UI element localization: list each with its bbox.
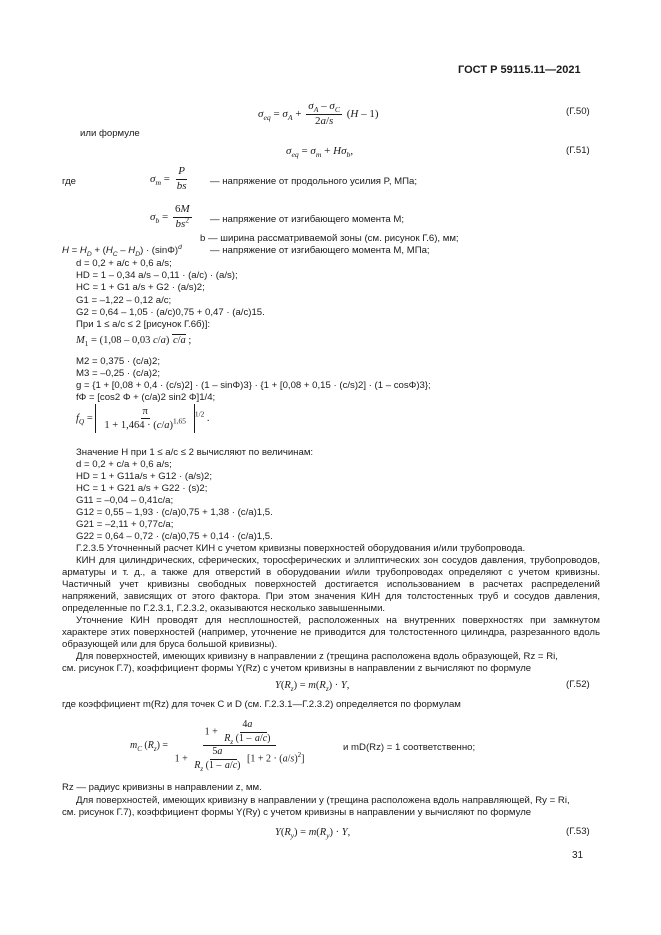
or-formula-text: или формуле bbox=[80, 128, 140, 139]
equation-g50: $\sigma_{eq} = \sigma_A$ + $\frac{\sigma_A - \sigma_C}{2a/s}$ (H – 1) bbox=[258, 100, 379, 127]
formula-HC1: HC = 1 + G1 a/s + G2 · (a/s)2; bbox=[76, 282, 205, 293]
where-label: где bbox=[62, 176, 77, 187]
formula-HC2: HC = 1 + G21 a/s + G22 · (s)2; bbox=[76, 483, 208, 494]
range-2: Значение H при 1 ≤ a/c ≤ 2 вычисляют по величинам: bbox=[76, 447, 314, 458]
Rz-desc: Rz — радиус кривизны в направлении z, мм. bbox=[62, 782, 262, 793]
paragraph-3-line-2: см. рисунок Г.7), коэффициент формы Y(Rz) с учетом кривизны в направлении z вычисляют по формуле bbox=[62, 663, 532, 674]
paragraph-1: КИН для цилиндрических, сферических, торосферических и эллиптических зон сосудов давления, трубопроводов, арматуры и т. д., а также для отверстий в оборудовании и/или трубопроводах определяют с учетом кривизны. Частичный учет кривизны свободных поверхностей достигается использованием в расчетах распределений напряжений, зависящих от этого фактора. При этом значения КИН для толстостенных труб и сосудов давления, определенные по Г.2.3.1, Г.2.3.2, оказываются несколько завышенными. bbox=[62, 555, 600, 614]
paragraph-4-line-1: Для поверхностей, имеющих кривизну в направлении y (трещина расположена вдоль направляющей, Ry = Ri, bbox=[76, 795, 570, 806]
equation-number-g50: (Г.50) bbox=[566, 106, 590, 117]
formula-M3: M3 = –0,25 · (c/a)2; bbox=[76, 368, 160, 379]
page-number: 31 bbox=[572, 850, 584, 861]
formula-fQ: $f_Q$ = $\frac{\pi}{1 + 1,464 \cdot (c/a)^{1,65}}$ $^{1/2}$ . bbox=[76, 404, 210, 433]
mD-text: и mD(Rz) = 1 соответственно; bbox=[343, 742, 476, 753]
paragraph-4-line-2: см. рисунок Г.7), коэффициент формы Y(Ry) с учетом кривизны в направлении y вычисляют по формуле bbox=[62, 807, 532, 818]
formula-HD2: HD = 1 + G11a/s + G12 · (a/s)2; bbox=[76, 471, 213, 482]
section-heading: Г.2.3.5 Уточненный расчет КИН с учетом кривизны поверхностей оборудования и/или трубопровода. bbox=[76, 543, 526, 554]
formula-mC: $m_C$ $(R_z)$ = 1 + $\frac{4a}{R_z (1 - a/c)}$ 1 + $\frac{5a}{R_z (1 - a/c)}$ $[1 + 2 \cdot (a/s)^2]$ bbox=[130, 719, 305, 773]
formula-HD1: HD = 1 – 0,34 a/s – 0,11 · (a/c) · (a/s); bbox=[76, 270, 238, 281]
equation-g52: $Y(R_z) = m(R_z) \cdot Y$, bbox=[275, 680, 350, 694]
equation-number-g51: (Г.51) bbox=[566, 145, 590, 156]
formula-g: g = {1 + [0,08 + 0,4 · (c/s)2] · (1 – sinΦ)3} · {1 + [0,08 + 0,15 · (c/s)2] · (1 – cosΦ)3}; bbox=[76, 380, 431, 391]
H-formula: $H = H_D + (H_C - H_D) \cdot (\sin\Phi)^d$ bbox=[62, 243, 182, 258]
paragraph-3-line-1: Для поверхностей, имеющих кривизну в направлении z (трещина расположена вдоль образующей, Rz = Ri, bbox=[76, 651, 558, 662]
formula-G12: G12 = 0,55 – 1,93 · (c/a)0,75 + 1,38 · (c/a)1,5. bbox=[76, 507, 273, 518]
formula-G21: G21 = –2,11 + 0,77c/a; bbox=[76, 519, 174, 530]
formula-G11: G11 = –0,04 – 0,41c/a; bbox=[76, 495, 174, 506]
H-desc: — напряжение от изгибающего момента M, МПа; bbox=[210, 245, 430, 256]
equation-number-g53: (Г.53) bbox=[566, 826, 590, 837]
b-desc: b — ширина рассматриваемой зоны (см. рисунок Г.6), мм; bbox=[200, 233, 459, 244]
standard-id: ГОСТ Р 59115.11—2021 bbox=[458, 64, 581, 76]
formula-d2: d = 0,2 + c/a + 0,6 a/s; bbox=[76, 459, 172, 470]
formula-G22: G22 = 0,64 – 0,72 · (c/a)0,75 + 0,14 · (c/a)1,5. bbox=[76, 531, 273, 542]
sigma-m-desc: — напряжение от продольного усилия P, МПа; bbox=[210, 176, 418, 187]
formula-G2: G2 = 0,64 – 1,05 · (a/c)0,75 + 0,47 · (a/c)15. bbox=[76, 307, 265, 318]
coefficient-text: где коэффициент m(Rz) для точек C и D (см. Г.2.3.1—Г.2.3.2) определяется по формулам bbox=[62, 699, 461, 710]
sigma-b-desc: — напряжение от изгибающего момента M; bbox=[210, 214, 405, 225]
formula-M1: $M_1 = (1,08 - 0,03$ c/a) c/a ; bbox=[76, 335, 192, 349]
paragraph-2: Уточнение КИН проводят для несплошностей, расположенных на внутренних поверхностях при замкнутом характере этих поверхностей (например, уточнение не приводится для толстостенного цилиндра, разрезанного вдоль образующей или для бруса большой кривизны). bbox=[62, 615, 600, 650]
sigma-b-formula: $\sigma_b$ = $\frac{6M}{bs^2}$ bbox=[150, 203, 190, 230]
formula-d1: d = 0,2 + a/c + 0,6 a/s; bbox=[76, 258, 172, 269]
formula-M2: M2 = 0,375 · (c/a)2; bbox=[76, 356, 160, 367]
formula-fPhi: fΦ = [cos2 Φ + (c/a)2 sin2 Φ]1/4; bbox=[76, 392, 216, 403]
equation-number-g52: (Г.52) bbox=[566, 679, 590, 690]
equation-g53: $Y(R_y) = m(R_y) \cdot Y$, bbox=[275, 827, 351, 841]
equation-g51: $\sigma_{eq} = \sigma_m + H\sigma_b$, bbox=[286, 145, 354, 160]
sigma-m-formula: $\sigma_m$ = $\frac{P}{bs}$ bbox=[150, 165, 187, 192]
formula-G1: G1 = –1,22 – 0,12 a/c; bbox=[76, 295, 172, 306]
range-1: При 1 ≤ a/c ≤ 2 [рисунок Г.6б)]: bbox=[76, 319, 211, 330]
